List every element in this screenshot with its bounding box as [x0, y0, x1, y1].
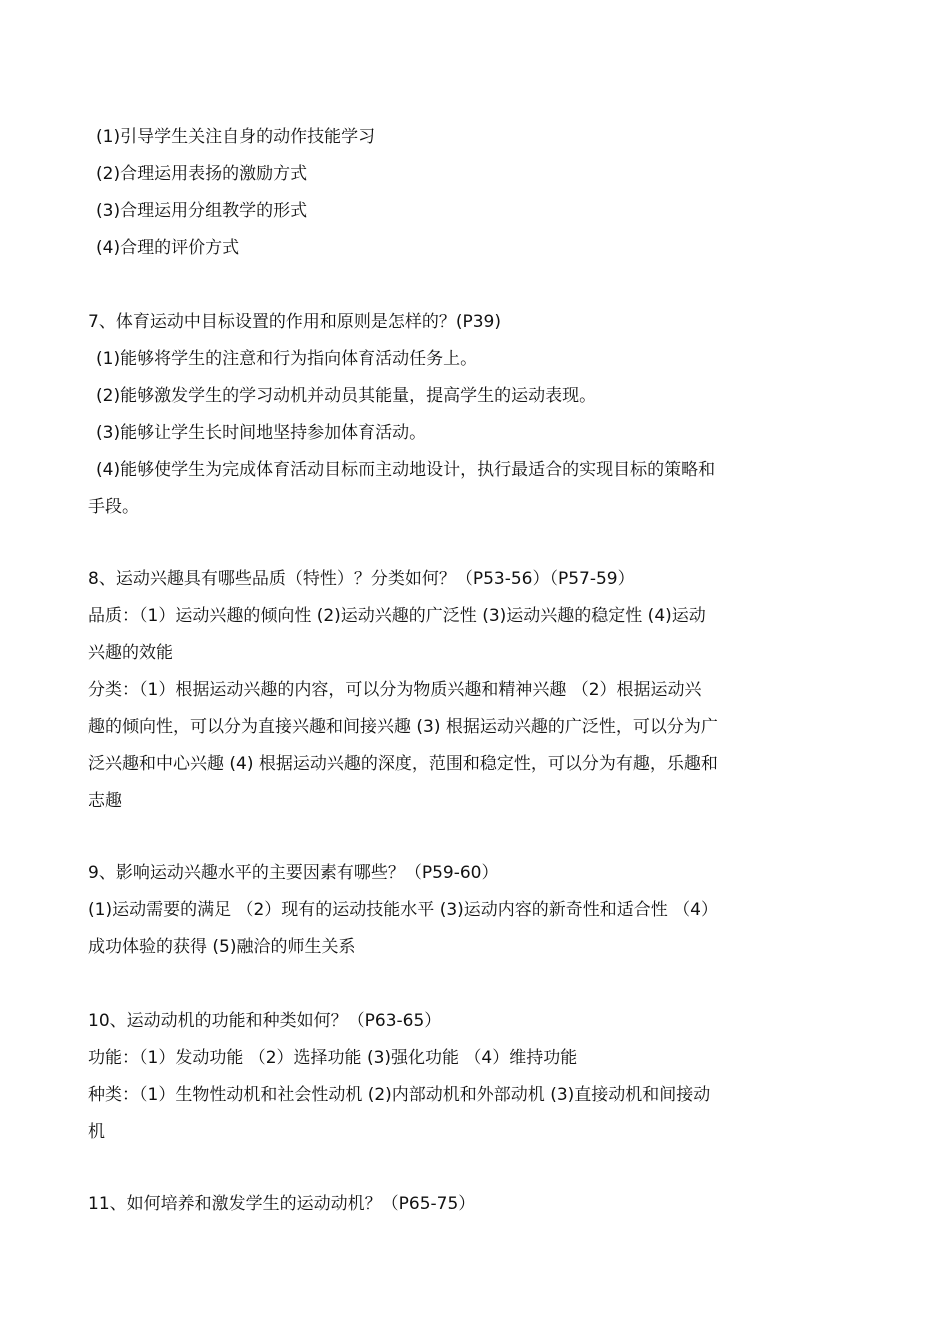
answer-line: 趣的倾向性，可以分为直接兴趣和间接兴趣 (3) 根据运动兴趣的广泛性，可以分为广	[88, 717, 718, 737]
answer-line: 志趣	[88, 791, 122, 811]
list-item: (3)能够让学生长时间地坚持参加体育活动。	[96, 423, 427, 443]
answer-line: 功能：（1）发动功能 （2）选择功能 (3)强化功能 （4）维持功能	[88, 1048, 578, 1068]
question-8-title: 8、运动兴趣具有哪些品质（特性）？分类如何？（P53-56）（P57-59）	[88, 569, 635, 589]
list-item: (2)合理运用表扬的激励方式	[96, 164, 308, 184]
list-item: (1)引导学生关注自身的动作技能学习	[96, 127, 376, 147]
answer-line: 品质：（1）运动兴趣的倾向性 (2)运动兴趣的广泛性 (3)运动兴趣的稳定性 (4)运动	[88, 606, 706, 626]
answer-line: 机	[88, 1122, 105, 1142]
answer-line: 种类：（1）生物性动机和社会性动机 (2)内部动机和外部动机 (3)直接动机和间接动	[88, 1085, 711, 1105]
list-item: (4)能够使学生为完成体育活动目标而主动地设计，执行最适合的实现目标的策略和	[96, 460, 716, 480]
question-11-title: 11、如何培养和激发学生的运动动机？（P65-75）	[88, 1194, 476, 1214]
question-10-title: 10、运动动机的功能和种类如何？（P63-65）	[88, 1011, 442, 1031]
question-7-title: 7、体育运动中目标设置的作用和原则是怎样的？(P39)	[88, 312, 501, 332]
list-item-continuation: 手段。	[88, 497, 139, 517]
question-9-title: 9、影响运动兴趣水平的主要因素有哪些？（P59-60）	[88, 863, 499, 883]
answer-line: 兴趣的效能	[88, 643, 173, 663]
answer-line: (1)运动需要的满足 （2）现有的运动技能水平 (3)运动内容的新奇性和适合性 （4）	[88, 900, 719, 920]
list-item: (1)能够将学生的注意和行为指向体育活动任务上。	[96, 349, 478, 369]
answer-line: 分类：（1）根据运动兴趣的内容，可以分为物质兴趣和精神兴趣 （2）根据运动兴	[88, 680, 702, 700]
list-item: (3)合理运用分组教学的形式	[96, 201, 308, 221]
list-item: (2)能够激发学生的学习动机并动员其能量，提高学生的运动表现。	[96, 386, 597, 406]
answer-line: 成功体验的获得 (5)融洽的师生关系	[88, 937, 356, 957]
list-item: (4)合理的评价方式	[96, 238, 240, 258]
answer-line: 泛兴趣和中心兴趣 (4) 根据运动兴趣的深度，范围和稳定性，可以分为有趣，乐趣和	[88, 754, 718, 774]
